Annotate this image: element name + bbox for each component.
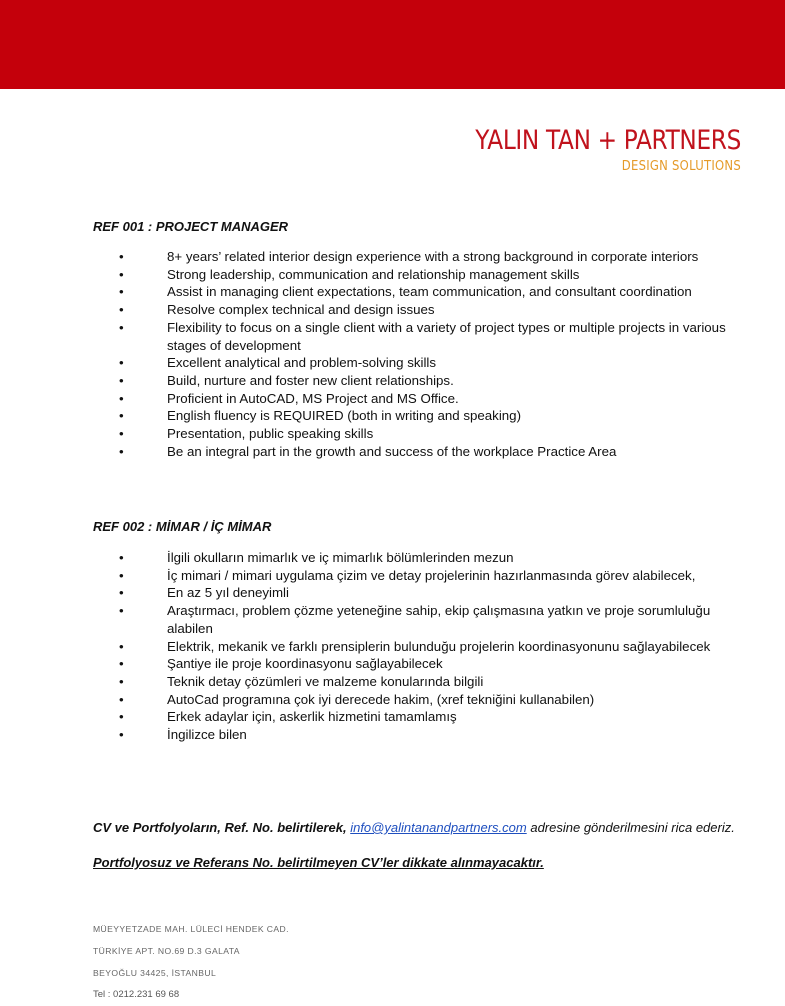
address-line-2: TÜRKİYE APT. NO.69 D.3 GALATA [93, 946, 240, 956]
bullet-icon: • [119, 550, 124, 565]
requirement-item [93, 655, 753, 673]
address-line-1: MÜEYYETZADE MAH. LÜLECİ HENDEK CAD. [93, 924, 289, 934]
requirement-text: Be an integral part in the growth and success of the workplace Practice Area [167, 443, 617, 459]
requirement-item [93, 283, 753, 301]
requirement-text: Erkek adaylar için, askerlik hizmetini tamamlamış [167, 709, 457, 725]
requirement-text: 8+ years’ related interior design experience with a strong background in corporate interiors [167, 249, 699, 264]
requirement-item [93, 390, 753, 408]
requirement-text: İngilizce bilen [167, 727, 247, 743]
requirement-item [93, 301, 753, 319]
requirement-item [93, 443, 753, 461]
requirement-item [93, 602, 753, 637]
requirement-item [93, 673, 753, 691]
requirement-item [93, 549, 753, 567]
requirement-text: Presentation, public speaking skills [167, 426, 374, 442]
requirement-text: Şantiye ile proje koordinasyonu sağlayabilecek [167, 656, 443, 672]
requirement-text: AutoCad programına çok iyi derecede hakim, (xref tekniğini kullanabilen) [167, 691, 595, 707]
bullet-icon: • [119, 443, 124, 459]
requirement-item [93, 691, 753, 709]
phone-number: Tel : 0212.231 69 68 [93, 989, 180, 1000]
application-text: CV ve Portfolyoların, Ref. No. belirtilerek, [93, 820, 347, 835]
bullet-icon: • [119, 266, 124, 282]
ref002-section [93, 518, 753, 744]
brand-name: YALIN TAN + PARTNERS [475, 125, 741, 156]
company-logo [432, 125, 741, 174]
requirement-item [93, 407, 753, 425]
requirement-text: Assist in managing client expectations, team communication, and consultant coordination [167, 284, 692, 300]
bullet-icon: • [119, 319, 124, 335]
requirement-text: Build, nurture and foster new client relationships. [167, 372, 454, 388]
requirement-text: Elektrik, mekanik ve farklı prensiplerin bulunduğu projelerin koordinasyonunu sağlayabilecek [167, 638, 711, 654]
requirement-text: Araştırmacı, problem çözme yeteneğine sahip, ekip çalışmasına yatkın ve proje sorumluluğu alabilen [167, 603, 711, 636]
requirement-item [93, 354, 753, 372]
requirement-text: Strong leadership, communication and relationship management skills [167, 266, 580, 282]
bullet-icon: • [119, 585, 124, 601]
bullet-icon: • [119, 603, 124, 619]
requirement-text: Teknik detay çözümleri ve malzeme konularında bilgili [167, 673, 484, 689]
requirement-text: Flexibility to focus on a single client with a variety of project types or multiple projects in various stages of development [167, 319, 726, 353]
ref001-title: REF 001 : PROJECT MANAGER [93, 219, 289, 234]
requirement-text: İç mimari / mimari uygulama çizim ve detay projelerinin hazırlanmasında görev alabilecek, [167, 567, 696, 583]
bullet-icon: • [119, 691, 124, 707]
requirement-text: Proficient in AutoCAD, MS Project and MS Office. [167, 390, 459, 406]
requirement-item [93, 584, 753, 602]
bullet-icon: • [119, 355, 124, 371]
requirement-item [93, 266, 753, 284]
bullet-icon: • [119, 709, 124, 725]
bullet-icon: • [119, 372, 124, 388]
bullet-icon: • [119, 426, 124, 442]
requirement-item [93, 567, 753, 585]
requirement-item [93, 319, 753, 354]
bullet-icon: • [119, 638, 124, 654]
bullet-icon: • [119, 302, 124, 318]
email-link[interactable]: info@yalintanandpartners.com [350, 820, 527, 835]
brand-tagline: DESIGN SOLUTIONS [621, 158, 741, 174]
requirement-item [93, 248, 753, 266]
bullet-icon: • [119, 656, 124, 672]
requirement-item [93, 372, 753, 390]
requirement-item [93, 425, 753, 443]
address-line-3: BEYOĞLU 34425, İSTANBUL [93, 968, 217, 978]
bullet-icon: • [119, 390, 124, 406]
portfolio-warning: Portfolyosuz ve Referans No. belirtilmeyen CV’ler dikkate alınmayacaktır. [93, 855, 544, 870]
ref002-title: REF 002 : MİMAR / İÇ MİMAR [93, 519, 272, 534]
bullet-icon: • [119, 727, 124, 743]
ref002-list [93, 549, 753, 744]
requirement-text: English fluency is REQUIRED (both in writing and speaking) [167, 408, 522, 424]
ref001-list [93, 248, 753, 460]
application-text-end: adresine gönderilmesini rica ederiz. [530, 820, 735, 835]
bullet-icon: • [119, 673, 124, 689]
requirement-text: En az 5 yıl deneyimli [167, 585, 289, 601]
header-color-bar [0, 0, 785, 89]
ref001-section [93, 218, 753, 460]
requirement-item [93, 638, 753, 656]
requirement-item [93, 726, 753, 744]
bullet-icon: • [119, 284, 124, 300]
requirement-item [93, 708, 753, 726]
company-address [93, 918, 289, 1006]
bullet-icon: • [119, 249, 124, 264]
requirement-text: İlgili okulların mimarlık ve iç mimarlık bölümlerinden mezun [167, 550, 514, 565]
bullet-icon: • [119, 408, 124, 424]
requirement-text: Excellent analytical and problem-solving skills [167, 355, 437, 371]
bullet-icon: • [119, 567, 124, 583]
requirement-text: Resolve complex technical and design issues [167, 302, 435, 318]
application-instructions [93, 820, 735, 835]
